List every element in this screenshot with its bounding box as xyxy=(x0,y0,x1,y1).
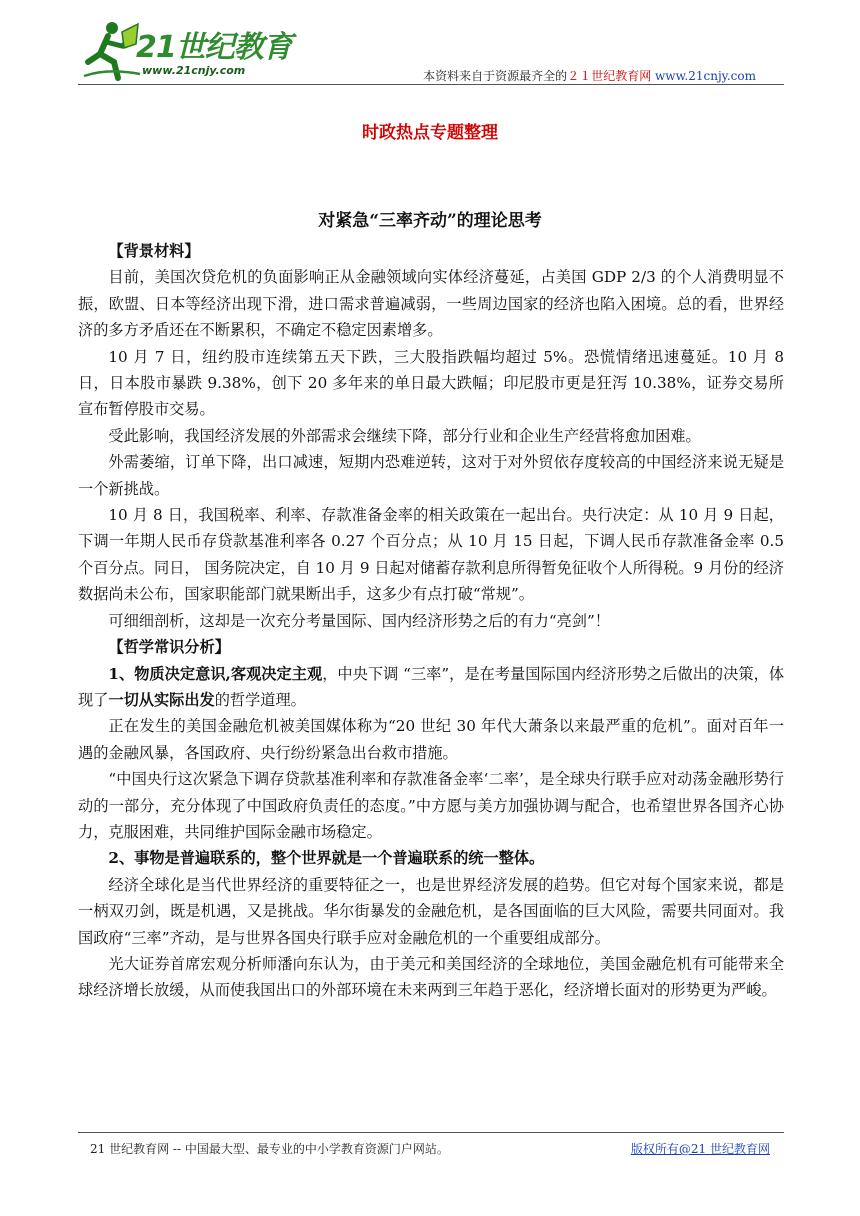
point-one-heading: 1、物质决定意识,客观决定主观 xyxy=(108,664,323,683)
running-figure-icon xyxy=(78,18,144,84)
section-heading-philosophy: 【哲学常识分析】 xyxy=(108,638,230,657)
paragraph: 外需萎缩，订单下降，出口减速，短期内恐难逆转，这对于对外贸依存度较高的中国经济来说无疑是一个新挑战。 xyxy=(78,453,784,498)
footer-divider xyxy=(78,1132,784,1133)
paragraph: 10 月 8 日，我国税率、利率、存款准备金率的相关政策在一起出台。央行决定：从 10 月 9 日起，下调一年期人民币存贷款基准利率各 0.27 个百分点；从 10 月 15 日起，下调人民币存款准备金率 0.5 个百分点。同日， 国务院决定，自 10 月 9 日起对储蓄存款利息所得暂免征收个人所得税。9 月份的经济数据尚未公布，国家职能部门就果断出手，这多少有点打破“常规”。 xyxy=(78,506,784,604)
header-note-prefix: 本资料来自于资源最齐全的 xyxy=(423,69,568,83)
header-divider xyxy=(78,84,784,85)
header-note xyxy=(423,67,756,84)
paragraph-text: 的哲学道理。 xyxy=(214,690,306,709)
paragraph xyxy=(78,661,784,714)
header-note-site[interactable]: ２１世纪教育网 xyxy=(567,69,652,83)
site-logo[interactable] xyxy=(78,16,292,86)
key-phrase: 一切从实际出发 xyxy=(108,690,215,709)
paragraph: 受此影响，我国经济发展的外部需求会继续下降，部分行业和企业生产经营将愈加困难。 xyxy=(108,426,701,445)
section-heading-background: 【背景材料】 xyxy=(108,242,200,260)
article-title: 对紧急“三率齐动”的理论思考 xyxy=(318,211,542,231)
copyright-link[interactable]: 版权所有@21 世纪教育网 xyxy=(630,1142,770,1156)
logo-url: www.21cnjy.com xyxy=(142,64,246,77)
paragraph-text: ，中央下调 “三率”，是在考量国际国内经济形势之后做出的决策，体现了 xyxy=(78,664,785,709)
article-body xyxy=(78,238,784,1004)
topic-title: 时政热点专题整理 xyxy=(362,123,498,143)
paragraph: 可细细剖析，这却是一次充分考量国际、国内经济形势之后的有力“亮剑”！ xyxy=(108,611,610,630)
point-two-heading: 2、事物是普遍联系的，整个世界就是一个普遍联系的统一整体。 xyxy=(108,849,545,868)
header-note-url[interactable]: www.21cnjy.com xyxy=(655,69,756,83)
paragraph: “中国央行这次紧急下调存贷款基准利率和存款准备金率‘二率’，是全球央行联手应对动荡金融形势行动的一部分，充分体现了中国政府负责任的态度。”中方愿与美方加强协调与配合，也希望世界各国齐心协力，克服困难，共同维护国际金融市场稳定。 xyxy=(78,770,784,841)
paragraph: 光大证券首席宏观分析师潘向东认为，由于美元和美国经济的全球地位，美国金融危机有可能带来全球经济增长放缓，从而使我国出口的外部环境在未来两到三年趋于恶化，经济增长面对的形势更为严峻。 xyxy=(78,954,784,1000)
footer-text: 21 世纪教育网 -- 中国最大型、最专业的中小学教育资源门户网站。 xyxy=(90,1142,449,1156)
paragraph: 目前，美国次贷危机的负面影响正从金融领域向实体经济蔓延，占美国 GDP 2/3 的个人消费明显不振，欧盟、日本等经济出现下滑，进口需求普遍减弱，一些周边国家的经济也陷入困境。总的看，世界经济的多方矛盾还在不断累积，不确定不稳定因素增多。 xyxy=(78,268,784,340)
paragraph: 经济全球化是当代世界经济的重要特征之一，也是世界经济发展的趋势。但它对每个国家来说，都是一柄双刃剑，既是机遇，又是挑战。华尔街暴发的金融危机，是各国面临的巨大风险，需要共同面对。我国政府“三率”齐动，是与世界各国央行联手应对金融危机的一个重要组成部分。 xyxy=(78,875,784,947)
paragraph: 正在发生的美国金融危机被美国媒体称为“20 世纪 30 年代大萧条以来最严重的危机”。面对百年一遇的金融风暴，各国政府、央行纷纷紧急出台救市措施。 xyxy=(78,717,784,762)
logo-text: 21世纪教育 xyxy=(136,30,292,65)
paragraph: 10 月 7 日，纽约股市连续第五天下跌，三大股指跌幅均超过 5%。恐慌情绪迅速蔓延。10 月 8 日，日本股市暴跌 9.38%，创下 20 多年来的单日最大跌幅；印尼股市更是狂泻 10.38%，证券交易所宣布暂停股市交易。 xyxy=(78,347,784,419)
